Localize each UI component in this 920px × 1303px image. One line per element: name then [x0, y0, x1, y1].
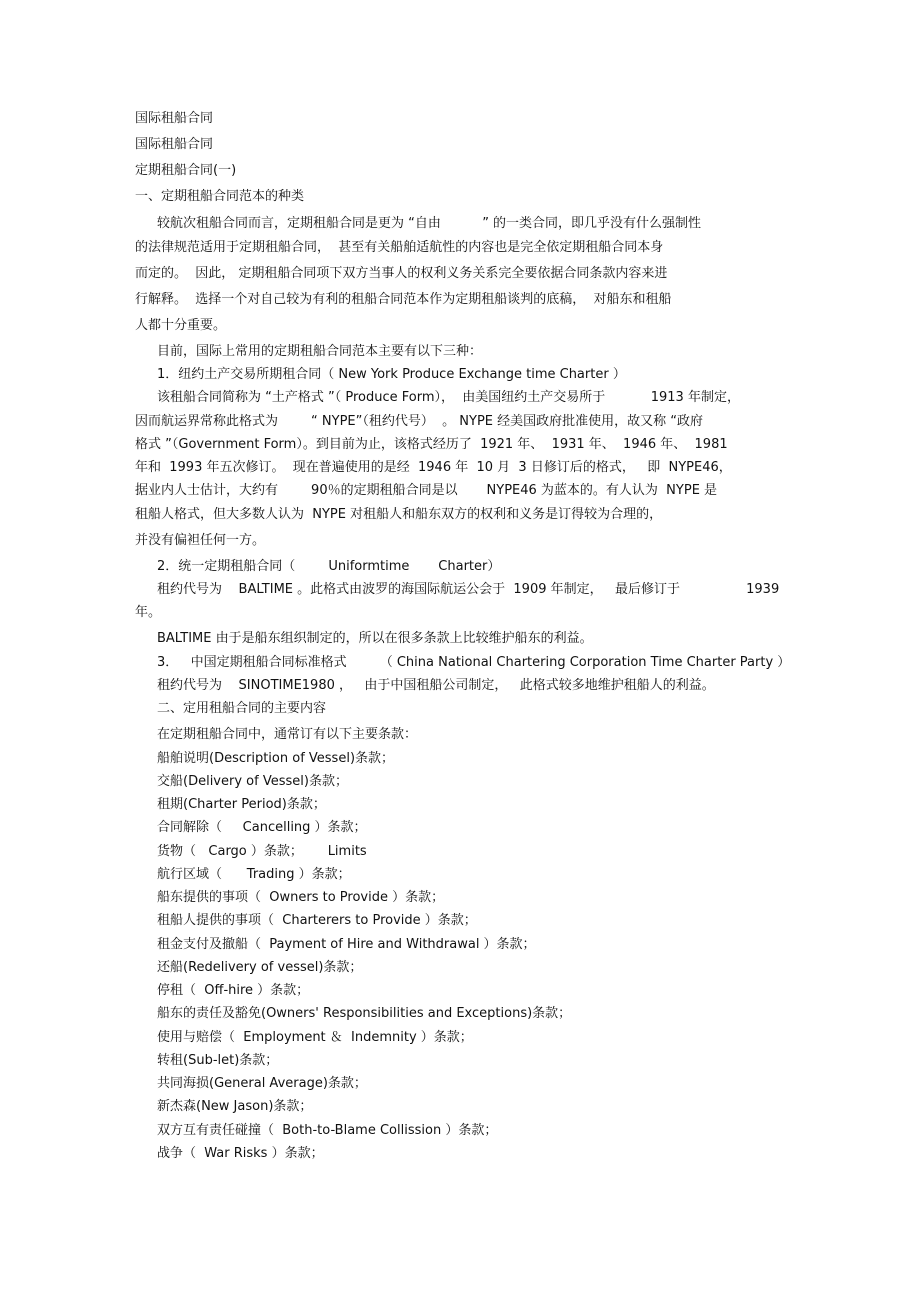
doc-line-clause-item: 租期(Charter Period)条款； — [157, 797, 326, 812]
doc-line-clause-item: 使用与赔偿（ Employment ＆ Indemnity ）条款； — [157, 1030, 473, 1045]
doc-line-clause-item: 共同海损(General Average)条款； — [157, 1076, 367, 1091]
doc-line-heading-contract-one: 定期租船合同(一) — [135, 163, 237, 178]
doc-line-title-2: 国际租船合同 — [135, 137, 214, 152]
doc-line-paragraph: 因而航运界常称此格式为 “ NYPE”（租约代号） 。 NYPE 经美国政府批准使用，故又称 “政府 — [135, 414, 703, 429]
doc-line-list-item: 3． 中国定期租船合同标准格式 （ China National Chartering Corporation Time Charter Party ） — [157, 655, 791, 670]
doc-line-clause-item: 转租(Sub-let)条款； — [157, 1053, 279, 1068]
doc-line-clause-item: 租船人提供的事项（ Charterers to Provide ）条款； — [157, 913, 477, 928]
doc-line-clause-item: 停租（ Off-hire ）条款； — [157, 983, 310, 998]
doc-line-paragraph: BALTIME 由于是船东组织制定的，所以在很多条款上比较维护船东的利益。 — [157, 631, 593, 646]
doc-line-paragraph: 据业内人士估计，大约有 90％的定期租船合同是以 NYPE46 为蓝本的。有人认为 NYPE 是 — [135, 483, 718, 498]
doc-line-paragraph: 并没有偏袒任何一方。 — [135, 533, 266, 548]
doc-line-section-one-heading: 一、定期租船合同范本的种类 — [135, 189, 305, 204]
doc-line-paragraph: 年和 1993 年五次修订。 现在普遍使用的是经 1946 年 10 月 3 日修订后的格式， 即 NYPE46， — [135, 460, 732, 475]
doc-line-clause-item: 船东提供的事项（ Owners to Provide ）条款； — [157, 890, 445, 905]
doc-line-paragraph: 年。 — [135, 605, 162, 620]
doc-line-paragraph: 租约代号为 SINOTIME1980 ， 由于中国租船公司制定， 此格式较多地维护租船人的利益。 — [157, 678, 715, 693]
doc-line-clause-item: 双方互有责任碰撞（ Both-to-Blame Collission ）条款； — [157, 1123, 498, 1138]
doc-line-list-item: 2．统一定期租船合同（ Uniformtime Charter） — [157, 559, 501, 574]
doc-line-clause-item: 航行区域（ Trading ）条款； — [157, 867, 351, 882]
doc-line-clause-item: 合同解除（ Cancelling ）条款； — [157, 820, 367, 835]
doc-line-clause-item: 船东的责任及豁免(Owners' Responsibilities and Exceptions)条款； — [157, 1006, 572, 1021]
doc-line-paragraph: 在定期租船合同中，通常订有以下主要条款： — [157, 727, 418, 742]
doc-line-clause-item: 租金支付及撤船（ Payment of Hire and Withdrawal ）条款； — [157, 937, 536, 952]
doc-line-paragraph: 该租船合同简称为 “土产格式 ”（ Produce Form）， 由美国纽约土产交易所于 1913 年制定， — [157, 390, 740, 405]
doc-line-clause-item: 交船(Delivery of Vessel)条款； — [157, 774, 348, 789]
doc-line-paragraph: 目前，国际上常用的定期租船合同范本主要有以下三种： — [157, 344, 483, 359]
doc-line-paragraph: 行解释。 选择一个对自己较为有利的租船合同范本作为定期租船谈判的底稿， 对船东和租船 — [135, 292, 672, 307]
doc-line-list-item: 1．纽约土产交易所期租合同（ New York Produce Exchange time Charter ） — [157, 367, 626, 382]
doc-line-clause-item: 战争（ War Risks ）条款； — [157, 1146, 324, 1161]
doc-line-clause-item: 还船(Redelivery of vessel)条款； — [157, 960, 363, 975]
doc-line-clause-item: 货物（ Cargo ）条款； Limits — [157, 844, 367, 859]
doc-line-clause-item: 船舶说明(Description of Vessel)条款； — [157, 751, 395, 766]
doc-line-paragraph: 格式 ”（Government Form）。到目前为止，该格式经历了 1921 年、 1931 年、 1946 年、 1981 — [135, 437, 728, 452]
doc-line-paragraph: 较航次租船合同而言，定期租船合同是更为 “自由 ” 的一类合同，即几乎没有什么强制性 — [157, 216, 702, 231]
doc-line-paragraph: 的法律规范适用于定期租船合同， 甚至有关船舶适航性的内容也是完全依定期租船合同本身 — [135, 240, 664, 255]
doc-line-clause-item: 新杰森(New Jason)条款； — [157, 1099, 313, 1114]
doc-line-paragraph: 租约代号为 BALTIME 。此格式由波罗的海国际航运公会于 1909 年制定， 最后修订于 1939 — [157, 582, 780, 597]
doc-line-paragraph: 人都十分重要。 — [135, 318, 227, 333]
doc-line-paragraph: 租船人格式，但大多数人认为 NYPE 对租船人和船东双方的权利和义务是订得较为合理的， — [135, 507, 663, 522]
doc-line-paragraph: 而定的。 因此， 定期租船合同项下双方当事人的权利义务关系完全要依据合同条款内容来进 — [135, 266, 668, 281]
doc-line-title-1: 国际租船合同 — [135, 111, 214, 126]
doc-line-section-two-heading: 二、定用租船合同的主要内容 — [157, 701, 327, 716]
